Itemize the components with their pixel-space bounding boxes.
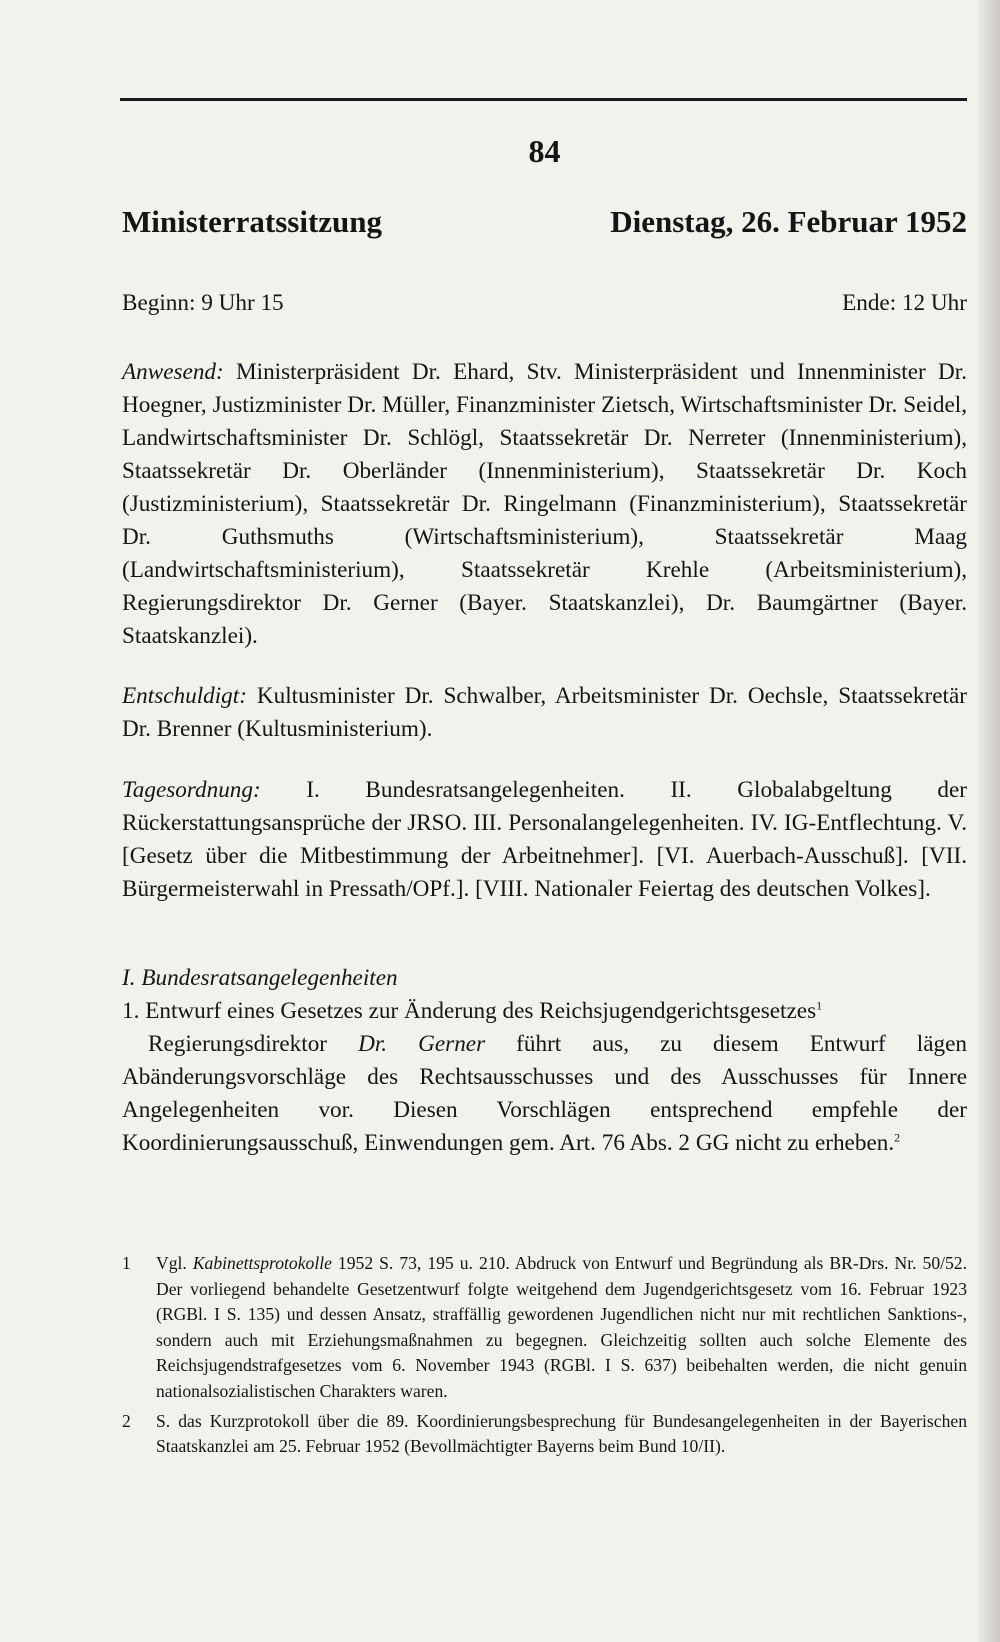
footnote-text <box>156 1251 967 1405</box>
present-label: Anwesend: <box>122 359 224 385</box>
attendance-present <box>122 356 967 653</box>
excused-text: Kultusminister Dr. Schwalber, Arbeitsminister Dr. Oechsle, Staatssekretär Dr. Brenner (Kultusministerium). <box>122 683 967 742</box>
paragraph-lead: Regierungsdirektor <box>148 1031 359 1057</box>
footnote-number: 1 <box>122 1253 131 1273</box>
agenda <box>122 774 967 906</box>
footnote-2 <box>122 1409 967 1460</box>
paragraph-text: führt aus, zu diesem Entwurf lägen Abänderungsvorschläge des Rechtsausschusses und des Ausschusses für Innere Angelegenheiten vor. Diesen Vorschlägen entsprechend empfehle der Koordinierungsausschuß, Einwendungen gem. Art. 76 Abs. 2 GG nicht zu erheben. <box>122 1031 967 1156</box>
section-heading: I. Bundesratsangelegenheiten <box>122 965 398 991</box>
footnote-ref-2[interactable]: 2 <box>894 1130 901 1145</box>
agenda-text: I. Bundesratsangelegenheiten. II. Globalabgeltung der Rückerstattungsansprüche der JRSO. III. Personalangelegenheiten. IV. IG-Entflechtung. V. [Gesetz über die Mitbestimmung der Arbeitnehmer]. [VI. Auerbach-Ausschuß]. [VII. Bürgermeisterwahl in Pressath/OPf.]. [VIII. Nationaler Feiertag des deutschen Volkes]. <box>122 777 967 902</box>
attendance-excused <box>122 680 967 746</box>
item-title-text: 1. Entwurf eines Gesetzes zur Änderung des Reichsjugendgerichtsgesetzes <box>122 998 817 1024</box>
item-title <box>122 995 967 1028</box>
title-row <box>122 204 967 240</box>
session-date: Dienstag, 26. Februar 1952 <box>610 204 967 239</box>
footnote-number: 2 <box>122 1410 131 1431</box>
header-rule <box>120 98 967 101</box>
speaker-name: Dr. Gerner <box>358 1031 486 1057</box>
end-time: Ende: 12 Uhr <box>842 290 967 316</box>
footnote-1 <box>122 1251 967 1405</box>
agenda-label: Tagesordnung: <box>122 777 261 803</box>
page-edge-shadow <box>978 0 1000 1642</box>
begin-time: Beginn: 9 Uhr 15 <box>122 290 284 316</box>
footnote-body: S. das Kurzprotokoll über die 89. Koordinierungsbesprechung für Bundesangelegenheiten in der Bayerischen Staatskanzlei am 25. Februar 1952 (Bevollmächtigter Bayerns beim Bund 10/II). <box>156 1410 967 1457</box>
footnote-reference: Kabinettsprotokolle <box>192 1253 332 1273</box>
present-text: Ministerpräsident Dr. Ehard, Stv. Ministerpräsident und Innenminister Dr. Hoegner, Justizminister Dr. Müller, Finanzminister Zietsch, Wirtschaftsminister Dr. Seidel, Landwirtschaftsminister Dr. Schlögl, Staatssekretär Dr. Nerreter (Innenministerium), Staatssekretär Dr. Oberländer (Innenministerium), Staatssekretär Dr. Koch (Justizministerium), Staatssekretär Dr. Ringelmann (Finanzministerium), Staatssekretär Dr. Guthsmuths (Wirtschaftsministerium), Staatssekretär Maag (Landwirtschaftsministerium), Staatssekretär Krehle (Arbeitsministerium), Regierungsdirektor Dr. Gerner (Bayer. Staatskanzlei), Dr. Baumgärtner (Bayer. Staatskanzlei). <box>122 359 968 649</box>
footnotes <box>122 1251 967 1464</box>
time-row <box>122 288 967 318</box>
session-number: 84 <box>528 133 561 169</box>
footnote-body: 1952 S. 73, 195 u. 210. Abdruck von Entwurf und Begründung als BR-Drs. Nr. 50/52. Der vorliegend behandelte Gesetzentwurf folgte weitgehend dem Jugendgerichtsgesetz vom 16. Februar 1923 (RGBl. I S. 135) und dessen Ansatz, straffällig gewordenen Jugendlichen nicht nur mit rechtlichen Sanktions-, sondern auch mit Erziehungsmaßnahmen zu begegnen. Gleichzeitig sollten auch solche Elemente des Reichsjugendstrafgesetzes vom 6. November 1943 (RGBl. I S. 637) beibehalten werden, die nicht genuin nationalsozialistischen Charakters waren. <box>156 1253 968 1401</box>
footnote-ref-1[interactable]: 1 <box>816 998 823 1013</box>
excused-label: Entschuldigt: <box>122 683 247 709</box>
item-paragraph <box>122 1028 967 1160</box>
footnote-lead: Vgl. <box>156 1253 193 1273</box>
document-title: Ministerratssitzung <box>122 204 383 239</box>
section-bundesrat <box>122 962 967 1160</box>
